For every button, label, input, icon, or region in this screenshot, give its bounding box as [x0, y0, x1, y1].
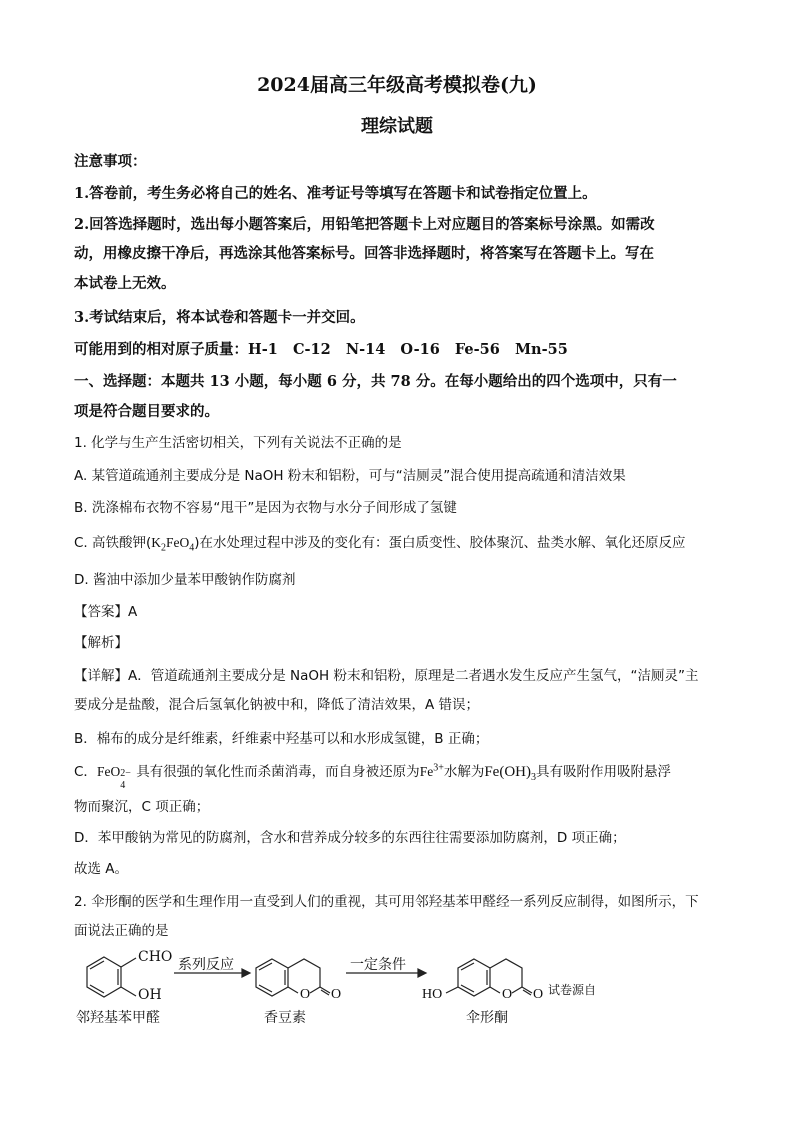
atomic-mass-line: 可能用到的相对原子质量：H-1 C-12 N-14 O-16 Fe-56 Mn-55: [74, 341, 568, 358]
cho-group-label: CHO: [138, 949, 173, 965]
ion-sub: 4: [120, 780, 126, 791]
watermark-text: 试卷源自: [548, 983, 597, 997]
arrow-1-label: 系列反应: [178, 957, 234, 973]
coumarin-name: 香豆素: [264, 1010, 306, 1026]
question-1-option-d: D. 酱油中添加少量苯甲酸钠作防腐剂: [74, 572, 296, 588]
notice-item-2-line-2: 动，用橡皮擦干净后，再选涂其他答案标号。回答非选择题时，将答案写在答题卡上。写在: [74, 245, 654, 262]
ion-feo: FeO: [96, 764, 121, 779]
explanation-c-mid-2: 水解为: [443, 764, 485, 780]
fe3-base: Fe: [419, 764, 434, 779]
explanation-line-4: [74, 760, 671, 791]
section-1-line-2: 项是符合题目要求的。: [74, 403, 219, 420]
explanation-line-5: 物而聚沉，C 项正确；: [74, 799, 210, 815]
formula-feo: FeO: [166, 535, 190, 550]
explanation-line-6: D．苯甲酸钠为常见的防腐剂，含水和营养成分较多的东西往往需要添加防腐剂，D 项正确；: [74, 830, 626, 846]
explanation-line-3: B．棉布的成分是纤维素，纤维素中羟基可以和水形成氢键，B 正确；: [74, 731, 489, 747]
salicylaldehyde-structure: [87, 957, 136, 997]
feoh-base: Fe(OH): [484, 764, 531, 780]
umbelliferone-name: 伞形酮: [466, 1010, 508, 1026]
explanation-line-1: 【详解】A．管道疏通剂主要成分是 NaOH 粉末和铝粉，原理是二者遇水发生反应产生氢气，“洁厕灵”主: [74, 668, 699, 684]
notice-item-2-line-1: 2.回答选择题时，选出每小题答案后，用铅笔把答题卡上对应题目的答案标号涂黑。如需改: [74, 216, 655, 233]
section-1-line-1: 一、选择题：本题共 13 小题，每小题 6 分，共 78 分。在每小题给出的四个选项中，只有一: [74, 373, 677, 390]
feoh-sub: 3: [530, 772, 536, 783]
question-1-option-b: B. 洗涤棉布衣物不容易“甩干”是因为衣物与水分子间形成了氢键: [74, 500, 457, 516]
formula-k: K: [151, 535, 162, 550]
oh-group-label: OH: [138, 987, 162, 1003]
question-1-option-a: A. 某管道疏通剂主要成分是 NaOH 粉末和铝粉，可与“洁厕灵”混合使用提高疏通和清洁效果: [74, 468, 626, 484]
fe3-formula: [420, 764, 444, 779]
page-title: 2024届高三年级高考模拟卷(九): [257, 74, 537, 96]
answer-label: 【答案】A: [74, 604, 138, 620]
formula-k-sub: 2: [161, 542, 167, 554]
ion-charge: 2−: [120, 768, 131, 779]
question-1-option-c: [74, 531, 686, 554]
explanation-c-prefix: C．: [74, 764, 97, 780]
coumarin-carbonyl-oxygen: O: [331, 987, 342, 1002]
k2feo4-formula: [151, 535, 195, 554]
coumarin-structure: [256, 959, 330, 996]
coumarin-ring-oxygen: O: [300, 987, 311, 1002]
umbelliferone-carbonyl-oxygen: O: [533, 987, 544, 1002]
umbelliferone-structure: [446, 959, 532, 996]
explanation-c-mid-1: 具有很强的氧化性而杀菌消毒，而自身被还原为: [136, 764, 420, 780]
explanation-c-rest: 具有吸附作用吸附悬浮: [535, 764, 671, 780]
option-c-prefix: C. 高铁酸钾(: [74, 535, 152, 551]
formula-o-sub: 4: [189, 542, 195, 554]
question-1-stem: 1. 化学与生产生活密切相关，下列有关说法不正确的是: [74, 435, 402, 451]
notice-item-3: 3.考试结束后，将本试卷和答题卡一并交回。: [74, 309, 365, 326]
notice-item-1: 1.答卷前，考生务必将自己的姓名、准考证号等填写在答题卡和试卷指定位置上。: [74, 185, 597, 202]
page-subtitle: 理综试题: [361, 116, 433, 137]
arrow-2-label: 一定条件: [350, 957, 406, 973]
question-2-stem-line-2: 面说法正确的是: [74, 923, 169, 939]
hydroxyl-group-label: HO: [422, 987, 443, 1002]
umbelliferone-ring-oxygen: O: [502, 987, 513, 1002]
ferrate-ion-formula: [96, 764, 136, 791]
fe3-charge: 3+: [433, 762, 444, 774]
reaction-scheme: [74, 945, 734, 1035]
analysis-label: 【解析】: [74, 635, 128, 651]
question-2-stem-line-1: 2. 伞形酮的医学和生理作用一直受到人们的重视，其可用邻羟基苯甲醛经一系列反应制得，如图所示，下: [74, 894, 699, 910]
feoh3-formula: [484, 764, 536, 783]
option-c-rest: )在水处理过程中涉及的变化有：蛋白质变性、胶体聚沉、盐类水解、氧化还原反应: [194, 535, 686, 551]
notice-heading: 注意事项：: [74, 153, 147, 170]
salicylaldehyde-name: 邻羟基苯甲醛: [76, 1010, 160, 1026]
explanation-line-2: 要成分是盐酸，混合后氢氧化钠被中和，降低了清洁效果，A 错误；: [74, 697, 480, 713]
notice-item-2-line-3: 本试卷上无效。: [74, 275, 176, 292]
explanation-line-7: 故选 A。: [74, 861, 129, 877]
